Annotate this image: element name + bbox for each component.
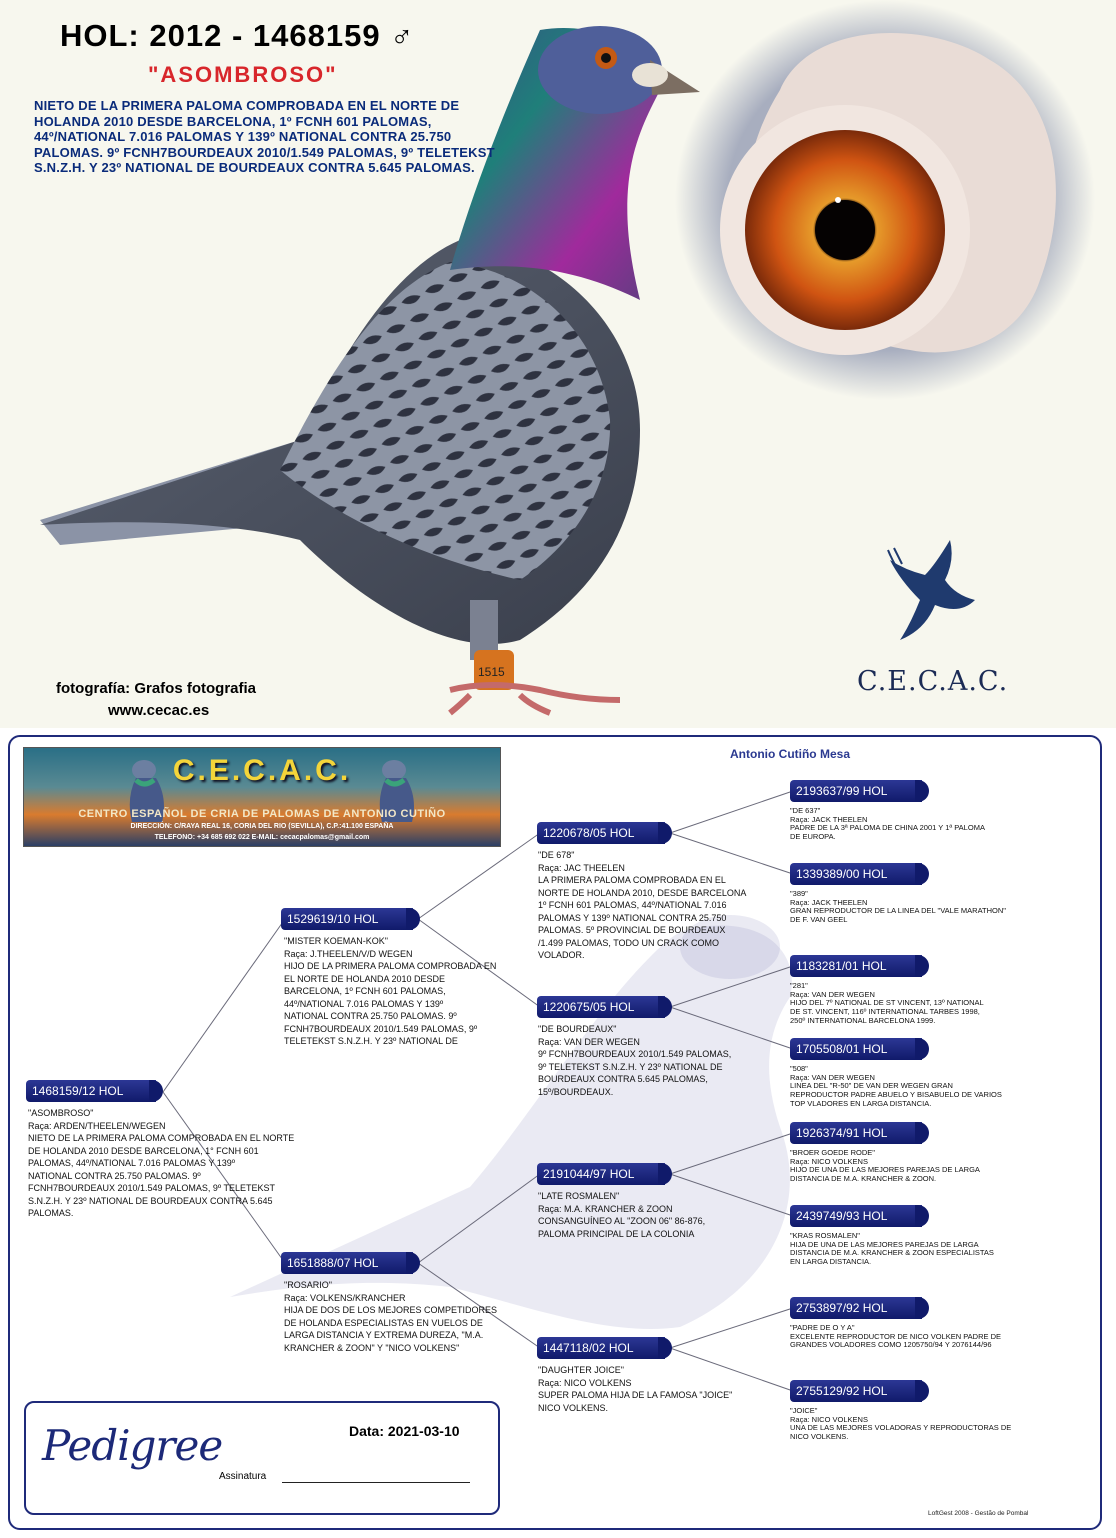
info-line: Raça: VAN DER WEGEN (538, 1036, 640, 1047)
info-line: NATIONAL CONTRA 25.750 PALOMAS. 9º (284, 1011, 457, 1021)
info-line: Raça: JAC THEELEN (538, 862, 625, 873)
info-line: DE F. VAN GEEL (790, 915, 848, 925)
info-line: BARCELONA, 1º FCNH 601 PALOMAS, (284, 986, 446, 996)
pedigree-node-sire-sire[interactable]: 1220678/05 HOL (537, 822, 665, 844)
info-line: NATIONAL CONTRA 25.750 PALOMAS. 9º (28, 1170, 201, 1181)
info-line: NICO VOLKENS. (790, 1432, 849, 1442)
info-line: HIJO DE UNA DE LAS MEJORES PAREJAS DE LARGA (790, 1165, 980, 1175)
info-line: PADRE DE LA 3ª PALOMA DE CHINA 2001 Y 1ª PALOMA (790, 823, 985, 833)
info-line: "BROER GOEDE RODE" (790, 1148, 875, 1157)
info-line: Raça: NICO VOLKENS (538, 1377, 632, 1388)
info-line: EXCELENTE REPRODUCTOR DE NICO VOLKEN PADRE DE (790, 1331, 1002, 1341)
pedigree-node-dam[interactable]: 1651888/07 HOL (281, 1252, 413, 1274)
pedigree-label: Pedigree (42, 1421, 223, 1470)
info-line: "ASOMBROSO" (28, 1108, 94, 1118)
info-line: Raça: NICO VOLKENS (790, 1156, 868, 1166)
dove-logo-icon (880, 540, 980, 660)
info-line: /1.499 PALOMAS, TODO UN CRACK COMO (538, 937, 720, 948)
pedigree-info-dam-dam (538, 1364, 748, 1414)
info-line: "DE BOURDEAUX" (538, 1024, 617, 1034)
pedigree-info-dam (284, 1279, 534, 1354)
banner-phone: TELEFONO: +34 685 692 022 E-MAIL: cecacpalomas@gmail.com (154, 834, 370, 841)
info-line: DISTANCIA DE M.A. KRANCHER & ZOON ESPECIALISTAS (790, 1248, 994, 1258)
pedigree-node-subject[interactable]: 1468159/12 HOL (26, 1080, 156, 1102)
brand-logo-text: C.E.C.A.C. (857, 666, 1009, 697)
info-line: EL NORTE DE HOLANDA 2010 DESDE (284, 973, 446, 984)
pedigree-info-gen4-4 (790, 1065, 1040, 1109)
info-line: Raça: ARDEN/THEELEN/WEGEN (28, 1120, 166, 1131)
info-line: BOURDEAUX CONTRA 5.645 PALOMAS, (538, 1074, 708, 1084)
info-line: LARGA DISTANCIA Y EXTREMA DUREZA, "M.A. (284, 1330, 484, 1340)
info-line: FCNH7BOURDEAUX 2010/1.549 PALOMAS, 9º TELETEKST (28, 1183, 276, 1193)
banner-subtitle: CENTRO ESPAÑOL DE CRIA DE PALOMAS DE ANTONIO CUTIÑO (78, 808, 446, 820)
info-line: "281" (790, 981, 808, 990)
info-line: CONSANGUÍNEO AL "ZOON 06" 86-876, (538, 1216, 706, 1226)
info-line: 9º TELETEKST S.N.Z.H. Y 23º NATIONAL DE (538, 1061, 723, 1072)
info-line: VOLADOR. (538, 950, 585, 960)
info-line: KRANCHER & ZOON" Y "NICO VOLKENS" (284, 1342, 460, 1353)
pedigree-info-gen4-5 (790, 1149, 1040, 1184)
info-line: HIJO DEL 7º NATIONAL DE ST VINCENT, 13º NATIONAL (790, 998, 984, 1008)
info-line: PALOMAS. (28, 1208, 74, 1218)
info-line: GRANDES VOLADORES COMO 1205750/94 Y 2076144/96 (790, 1340, 992, 1350)
banner-address: DIRECCIÓN: C/RAYA REAL 16, CORIA DEL RIO (SEVILLA), C.P.:41.100 ESPAÑA (130, 823, 394, 830)
pigeon-title: HOL: 2012 - 1468159 ♂ (60, 18, 415, 53)
info-line: FCNH7BOURDEAUX 2010/1.549 PALOMAS, 9º (284, 1023, 478, 1034)
info-line: REPRODUCTOR PADRE ABUELO Y BISABUELO DE VARIOS (790, 1090, 1002, 1100)
info-line: Raça: J.THEELEN/V/D WEGEN (284, 948, 413, 959)
pedigree-node-dam-dam[interactable]: 1447118/02 HOL (537, 1337, 665, 1359)
info-line: GRAN REPRODUCTOR DE LA LINEA DEL "VALE MARATHON" (790, 906, 1006, 916)
pedigree-info-sire-dam (538, 1023, 748, 1098)
pedigree-info-gen4-8 (790, 1407, 1040, 1442)
info-line: "PADRE DE O Y A" (790, 1323, 855, 1332)
info-line: NORTE DE HOLANDA 2010, DESDE BARCELONA (538, 887, 747, 898)
info-line: S.N.Z.H. Y 23º NATIONAL DE BOURDEAUX CONTRA 5.645 (28, 1195, 273, 1206)
info-line: "389" (790, 889, 808, 898)
pedigree-node-dam-sire[interactable]: 2191044/97 HOL (537, 1163, 665, 1185)
info-line: "508" (790, 1064, 808, 1073)
info-line: PALOMAS. 5º PROVINCIAL DE BOURDEAUX (538, 925, 726, 935)
info-line: NIETO DE LA PRIMERA PALOMA COMPROBADA EN EL NORTE (28, 1133, 295, 1143)
signature-box (24, 1401, 500, 1515)
pedigree-info-gen4-1 (790, 807, 1040, 842)
pedigree-node-gen4-8[interactable]: 2755129/92 HOL (790, 1380, 922, 1402)
leg-ring-text: 1515 (478, 665, 505, 679)
info-line: "DE 637" (790, 806, 821, 815)
info-line: LINEA DEL "R-50" DE VAN DER WEGEN GRAN (790, 1081, 953, 1091)
info-line: TOP VLADORES EN LARGA DISTANCIA. (790, 1098, 932, 1108)
website-text: www.cecac.es (108, 702, 210, 719)
info-line: 250º INTERNATIONAL BARCELONA 1999. (790, 1015, 936, 1025)
info-line: HIJA DE UNA DE LAS MEJORES PAREJAS DE LARGA (790, 1239, 979, 1249)
pedigree-node-gen4-6[interactable]: 2439749/93 HOL (790, 1205, 922, 1227)
info-line: HIJO DE LA PRIMERA PALOMA COMPROBADA EN (284, 961, 497, 971)
info-line: DE HOLANDA ESPECIALISTAS EN VUELOS DE (284, 1317, 483, 1328)
info-line: Raça: VAN DER WEGEN (790, 1072, 875, 1082)
info-line: Raça: M.A. KRANCHER & ZOON (538, 1203, 673, 1214)
info-line: Raça: NICO VOLKENS (790, 1414, 868, 1424)
pedigree-info-gen4-7 (790, 1324, 1040, 1350)
pedigree-node-gen4-5[interactable]: 1926374/91 HOL (790, 1122, 922, 1144)
info-line: 1º FCNH 601 PALOMAS, 44º/NATIONAL 7.016 (538, 900, 727, 910)
pedigree-node-gen4-4[interactable]: 1705508/01 HOL (790, 1038, 922, 1060)
info-line: PALOMAS Y 139º NATIONAL CONTRA 25.750 (538, 912, 727, 923)
signature-label: Assinatura (219, 1471, 267, 1482)
info-line: Raça: VAN DER WEGEN (790, 989, 875, 999)
eye-photo (660, 0, 1116, 420)
pedigree-node-gen4-1[interactable]: 2193637/99 HOL (790, 780, 922, 802)
pedigree-info-sire (284, 935, 534, 1048)
pedigree-info-gen4-3 (790, 982, 1040, 1026)
info-line: "DAUGHTER JOICE" (538, 1365, 624, 1375)
pedigree-info-dam-sire (538, 1190, 748, 1240)
info-line: EN LARGA DISTANCIA. (790, 1257, 872, 1267)
info-line: "JOICE" (790, 1406, 818, 1415)
pedigree-info-subject (28, 1107, 368, 1220)
banner-title: C.E.C.A.C. (172, 754, 352, 787)
info-line: DE ST. VINCENT, 116º INTERNATIONAL TARBES 1998, (790, 1007, 980, 1017)
signature-line[interactable] (282, 1482, 470, 1483)
info-line: Raça: VOLKENS/KRANCHER (284, 1292, 406, 1303)
info-line: DE EUROPA. (790, 832, 836, 842)
info-line: Raça: JACK THEELEN (790, 897, 868, 907)
info-line: "KRAS ROSMALEN" (790, 1231, 860, 1240)
pigeon-description: NIETO DE LA PRIMERA PALOMA COMPROBADA EN EL NORTE DE HOLANDA 2010 DESDE BARCELONA, 1º FCNH 601 PALOMAS, 44º/NATIONAL 7.016 PALOMAS Y 139º NATIONAL CONTRA 25.750 PALOMAS. 9º FCNH7BOURDEAUX 2010/1.549 PALOMAS, 9º TELETEKST S.N.Z.H. Y 23º NATIONAL DE BOURDEAUX CONTRA 5.645 PALOMAS. (34, 98, 495, 175)
pedigree-node-gen4-2[interactable]: 1339389/00 HOL (790, 863, 922, 885)
info-line: DE HOLANDA 2010 DESDE BARCELONA, 1° FCNH 601 (28, 1145, 259, 1156)
owner-name: Antonio Cutiño Mesa (730, 747, 850, 761)
pedigree-info-gen4-6 (790, 1232, 1040, 1267)
info-line: PALOMAS, 44º/NATIONAL 7.016 PALOMAS Y 139º (28, 1158, 236, 1168)
date-label: Data: 2021-03-10 (349, 1423, 460, 1439)
pedigree-panel (8, 735, 1102, 1530)
pigeon-name: "ASOMBROSO" (148, 62, 338, 87)
info-line: "MISTER KOEMAN-KOK" (284, 936, 388, 946)
footer-text: LoftGest 2008 - Gestão de Pombal (928, 1510, 1029, 1517)
pedigree-node-gen4-3[interactable]: 1183281/01 HOL (790, 955, 922, 977)
info-line: HIJA DE DOS DE LOS MEJORES COMPETIDORES (284, 1305, 498, 1315)
info-line: PALOMA PRINCIPAL DE LA COLONIA (538, 1228, 695, 1239)
pedigree-node-sire-dam[interactable]: 1220675/05 HOL (537, 996, 665, 1018)
pedigree-node-gen4-7[interactable]: 2753897/92 HOL (790, 1297, 922, 1319)
photo-panel (0, 0, 1116, 728)
info-line: DISTANCIA DE M.A. KRANCHER & ZOON. (790, 1174, 937, 1184)
info-line: 15º/BOURDEAUX. (538, 1086, 614, 1097)
info-line: TELETEKST S.N.Z.H. Y 23º NATIONAL DE (284, 1036, 458, 1046)
pedigree-node-sire[interactable]: 1529619/10 HOL (281, 908, 413, 930)
info-line: 9º FCNH7BOURDEAUX 2010/1.549 PALOMAS, (538, 1049, 732, 1059)
info-line: SUPER PALOMA HIJA DE LA FAMOSA "JOICE" (538, 1390, 733, 1400)
pedigree-info-sire-sire (538, 849, 748, 962)
info-line: "DE 678" (538, 850, 575, 860)
pedigree-info-gen4-2 (790, 890, 1040, 925)
info-line: LA PRIMERA PALOMA COMPROBADA EN EL (538, 875, 726, 885)
info-line: "ROSARIO" (284, 1280, 332, 1290)
info-line: 44º/NATIONAL 7.016 PALOMAS Y 139º (284, 998, 444, 1009)
info-line: "LATE ROSMALEN" (538, 1191, 620, 1201)
info-line: UNA DE LAS MEJORES VOLADORAS Y REPRODUCTORAS DE (790, 1423, 1012, 1433)
info-line: NICO VOLKENS. (538, 1402, 609, 1413)
info-line: Raça: JACK THEELEN (790, 814, 868, 824)
photo-credit: fotografía: Grafos fotografia (56, 680, 257, 697)
